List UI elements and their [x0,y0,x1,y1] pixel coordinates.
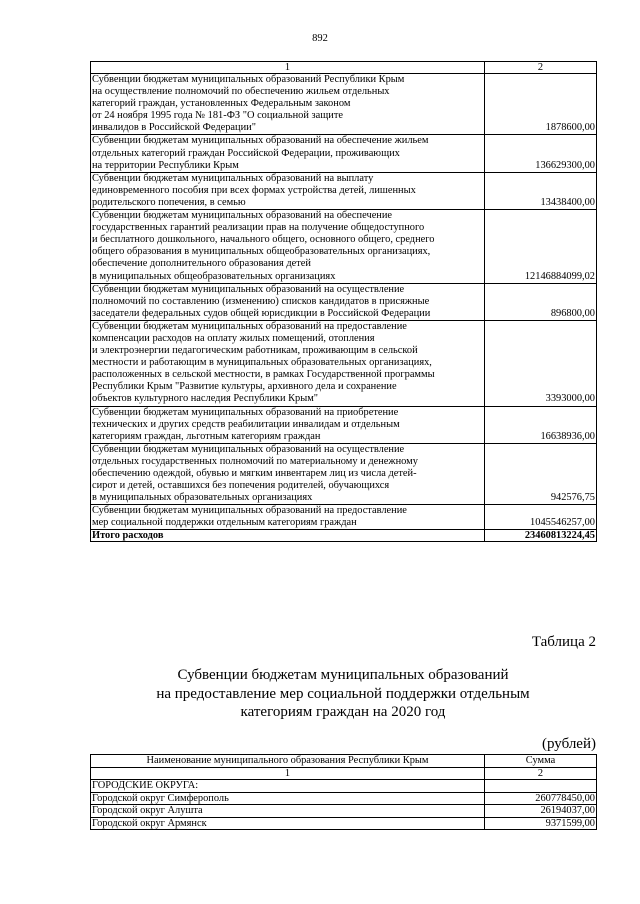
municipality-amount: 260778450,00 [485,792,597,805]
row-name: Субвенции бюджетам муниципальных образований на выплату единовременного пособия при всех формах устройства детей, лишенных родительского попечения, в семью [91,172,485,209]
title-line: Субвенции бюджетам муниципальных образований [177,667,509,683]
row-amount: 16638936,00 [485,406,597,443]
row-name: Субвенции бюджетам муниципальных образований на осуществление отдельных государственных полномочий по материальному и денежному обеспечению одеждой, обувью и мягким инвентарем лиц из числа детей- сирот и детей, оставшихся без попечения родителей, обучающихся в муниципальных образовательных организациях [91,443,485,504]
column-number-1: 1 [91,767,485,780]
row-amount: 1045546257,00 [485,505,597,530]
column-number-2: 2 [485,62,597,74]
section-header: ГОРОДСКИЕ ОКРУГА: [91,780,485,793]
municipality-amount: 26194037,00 [485,805,597,818]
row-amount: 896800,00 [485,283,597,320]
table-row [91,74,597,135]
row-name: Субвенции бюджетам муниципальных образований на предоставление компенсации расходов на оплату жилых помещений, отопления и электроэнергии педагогическим работникам, проживающим в сельской местности и работающим в муниципальных образовательных организациях, расположенных в сельской местности, в рамках Государственной программы Республики Крым "Развитие культуры, архивного дела и сохранение объектов культурного наследия Республики Крым" [91,320,485,406]
row-amount: 12146884099,02 [485,210,597,284]
table-row [91,135,597,172]
row-amount: 3393000,00 [485,320,597,406]
column-number-2: 2 [485,767,597,780]
table-2-title [90,666,596,722]
row-amount: 942576,75 [485,443,597,504]
page-number: 892 [312,33,328,44]
table-row [91,210,597,284]
total-amount: 23460813224,45 [485,530,597,542]
municipal-allocation-table [90,754,597,830]
table-header-row [91,62,597,74]
table-2-label: Таблица 2 [531,634,596,650]
municipality-name: Городской округ Армянск [91,817,485,830]
column-header-name: Наименование муниципального образования Республики Крым [91,755,485,768]
table-row [91,792,597,805]
empty-cell [485,780,597,793]
table-row [91,443,597,504]
row-name: Субвенции бюджетам муниципальных образований на осуществление полномочий по составлению (изменению) списков кандидатов в присяжные заседатели федеральных судов общей юрисдикции в Российской Федерации [91,283,485,320]
table-row [91,172,597,209]
section-header-row [91,780,597,793]
table-row [91,805,597,818]
row-amount: 13438400,00 [485,172,597,209]
row-name: Субвенции бюджетам муниципальных образований на обеспечение жильем отдельных категорий граждан Российской Федерации, проживающих на территории Республики Крым [91,135,485,172]
row-name: Субвенции бюджетам муниципальных образований на приобретение технических и других средств реабилитации инвалидам и отдельным категориям граждан, льготным категориям граждан [91,406,485,443]
subventions-table [90,61,597,542]
row-name: Субвенции бюджетам муниципальных образований Республики Крым на осуществление полномочий по обеспечению жильем отдельных категорий граждан, установленных Федеральным законом от 24 ноября 1995 года № 181-ФЗ "О социальной защите инвалидов в Российской Федерации" [91,74,485,135]
row-name: Субвенции бюджетам муниципальных образований на предоставление мер социальной поддержки отдельным категориям граждан [91,505,485,530]
table-row [91,505,597,530]
row-amount: 136629300,00 [485,135,597,172]
row-amount: 1878600,00 [485,74,597,135]
column-number-1: 1 [91,62,485,74]
row-name: Субвенции бюджетам муниципальных образований на обеспечение государственных гарантий реализации прав на получение общедоступного и бесплатного дошкольного, начального общего, основного общего, среднего общего образования в муниципальных общеобразовательных организациях, обеспечение дополнительного образования детей в муниципальных общеобразовательных организациях [91,210,485,284]
units-label: (рублей) [541,736,596,752]
municipality-amount: 9371599,00 [485,817,597,830]
table-row [91,283,597,320]
column-number-row [91,767,597,780]
municipality-name: Городской округ Симферополь [91,792,485,805]
table-header-row [91,755,597,768]
municipality-name: Городской округ Алушта [91,805,485,818]
total-row [91,530,597,542]
column-header-amount: Сумма [485,755,597,768]
title-line: на предоставление мер социальной поддержки отдельным [156,685,530,702]
table-row [91,406,597,443]
table-row [91,320,597,406]
title-line: категориям граждан на 2020 год [240,704,446,720]
total-label: Итого расходов [91,530,485,542]
table-row [91,817,597,830]
